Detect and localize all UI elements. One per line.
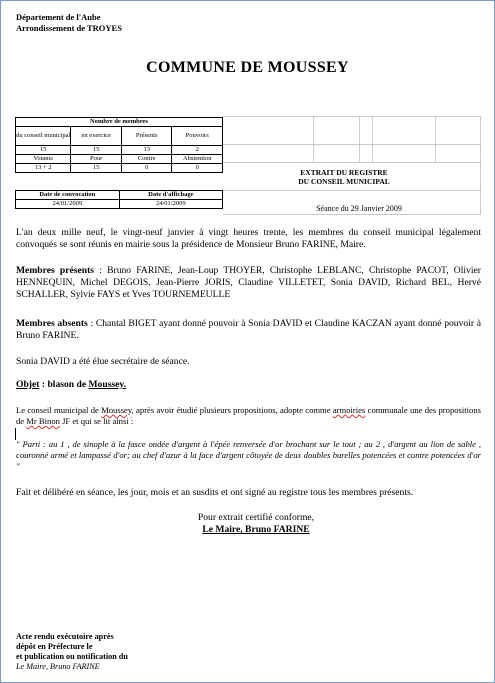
header-contre: Contre <box>121 155 171 164</box>
cell-pouvoirs: 2 <box>172 146 223 155</box>
subject-text: : blason de <box>39 379 89 390</box>
signature-line2: Le Maire, Bruno FARINE <box>202 524 310 535</box>
cell-votants: 13 + 2 <box>16 164 71 173</box>
adoption-binon: Mr Binon <box>26 416 60 426</box>
col-presents: Présents <box>121 127 171 146</box>
secretary-line: Sonia DAVID a été élue secrétaire de séance. <box>16 356 190 367</box>
footer-line2: dépôt en Préfecture le <box>16 642 93 651</box>
adoption-text-c: , après avoir étudié plusieurs propositions, adopte comme <box>131 405 333 415</box>
cell-contre: 0 <box>121 164 171 173</box>
intro-paragraph: L'an deux mille neuf, le vingt-neuf janvier à vingt heures trente, les membres du conseil municipal légalement convoqués se sont réunis en mairie sous la présidence de Monsieur Bruno FARINE, Maire. <box>16 227 481 250</box>
present-members-label: Membres présents <box>16 265 95 276</box>
footer-line4: Le Maire, Bruno FARINE <box>16 662 100 671</box>
present-members-paragraph <box>16 265 481 301</box>
header-pour: Pour <box>71 155 122 164</box>
subject-label: Objet <box>16 379 40 390</box>
footer-line1: Acte rendu exécutoire après <box>16 632 114 641</box>
adoption-armoiries: armoiries <box>332 405 366 415</box>
header-votants: Votants <box>16 155 71 164</box>
adoption-paragraph <box>16 405 481 427</box>
footer-block <box>16 632 128 672</box>
cell-presents: 13 <box>121 146 171 155</box>
affichage-label: Date d'affichage <box>119 191 222 200</box>
affichage-date: 24/01/2009 <box>119 200 222 209</box>
present-members-list: : Bruno FARINE, Jean-Loup THOYER, Christophe LEBLANC, Christophe PACOT, Olivier HENNEQUIN, Michel DEGOIS, Jean-Pierre JORIS, Claudine VILLETET, Sonia DAVID, Richard BEL, Hervé SCHALLER, Sylvie FAYS et Yves TOURNEMEULLE <box>16 265 481 300</box>
footer-line3: et publication ou notification du <box>16 652 128 661</box>
convocation-label: Date de convocation <box>16 191 120 200</box>
absent-members-sep: : <box>87 318 96 329</box>
convocation-date: 24/01/2009 <box>16 200 120 209</box>
seance-date: Séance du 29 Janvier 2009 <box>316 204 402 213</box>
cell-pour: 15 <box>71 164 122 173</box>
signature-line1: Pour extrait certifié conforme, <box>197 512 315 523</box>
members-group-header: Nombre de membres <box>16 118 223 127</box>
register-grid-lines <box>223 116 481 216</box>
absent-members-list: Chantal BIGET ayant donné pouvoir à Sonia DAVID et Claudine KACZAN ayant donné pouvoir à Bruno FARINE. <box>16 318 481 341</box>
subject-place: Moussey. <box>88 379 127 390</box>
absent-members-paragraph <box>16 318 481 342</box>
adoption-text-a: Le conseil municipal de <box>16 405 102 415</box>
blazon-description: " Parti : au 1 , de sinople à la fasce ondée d'argent à l'épée renversée d'or brochant sur le tout ; au 2 , d'argent au lion de sable , couronné armé et lampassé d'or; au chef d'azur à la face d'argent côtoyée de deux doubles burelles potencées et contre potencées d'or " <box>16 439 481 471</box>
arrondissement-label: Arrondissement de TROYES <box>16 23 122 33</box>
absent-members-label: Membres absents <box>16 318 88 329</box>
signature-block <box>171 512 341 536</box>
cell-exercice: 15 <box>71 146 122 155</box>
header-abstention: Abstention <box>172 155 223 164</box>
extract-heading <box>259 168 429 186</box>
extract-line1: EXTRAIT DU REGISTRE <box>300 168 388 177</box>
col-conseil: du conseil municipal <box>16 127 71 146</box>
col-pouvoirs: Pouvoirs <box>172 127 223 146</box>
dates-table <box>15 190 223 209</box>
conclusion-paragraph: Fait et délibéré en séance, les jour, mois et an susdits et ont signé au registre tous les membres présents. <box>16 487 414 498</box>
col-exercice: en exercice <box>71 127 122 146</box>
members-table <box>15 117 223 173</box>
cell-conseil: 15 <box>16 146 71 155</box>
department-label: Département de l'Aube <box>16 12 101 22</box>
adoption-moussey: Moussey <box>101 405 132 415</box>
commune-title: COMMUNE DE MOUSSEY <box>146 59 349 76</box>
subject-line <box>16 379 481 391</box>
adoption-text-e: communale une des propositions de <box>16 405 481 426</box>
adoption-text-g: JF et qui se lit ainsi : <box>59 416 134 426</box>
cell-abstention: 0 <box>172 164 223 173</box>
extract-line2: DU CONSEIL MUNICIPAL <box>298 177 390 186</box>
